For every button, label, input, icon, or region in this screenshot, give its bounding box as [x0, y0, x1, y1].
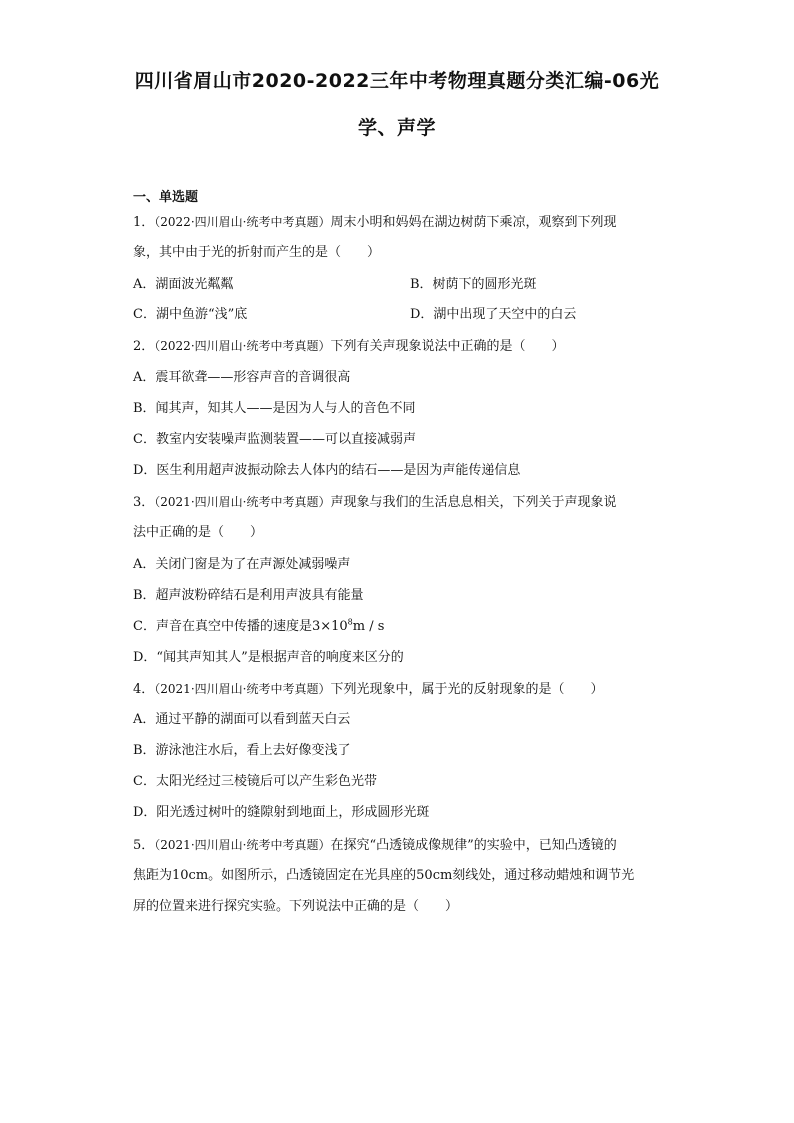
question-number: 3．	[133, 495, 155, 510]
question-3-stem-cont: 法中正确的是（ ）	[133, 525, 264, 540]
question-source: （2021·四川眉山·统考中考真题）	[154, 682, 331, 696]
question-text: 下列光现象中，属于光的反射现象的是（ ）	[330, 682, 604, 697]
question-source: （2021·四川眉山·统考中考真题）	[154, 838, 331, 852]
question-source: （2021·四川眉山·统考中考真题）	[154, 495, 331, 509]
document-title-line2: 学、声学	[357, 117, 436, 139]
question-1-stem	[133, 213, 663, 232]
question-5-stem-cont-2: 屏的位置来进行探究实验。下列说法中正确的是（ ）	[133, 899, 459, 914]
question-3-option-c	[133, 618, 663, 636]
question-source: （2022·四川眉山·统考中考真题）	[154, 215, 331, 229]
question-4-option-c: C．太阳光经过三棱镜后可以产生彩色光带	[133, 774, 377, 789]
question-text: 声现象与我们的生活息息相关，下列关于声现象说	[330, 495, 617, 510]
exponent: 8	[347, 617, 353, 627]
question-5-stem	[133, 836, 663, 855]
question-4-option-d: D．阳光透过树叶的缝隙射到地面上，形成圆形光斑	[133, 805, 430, 820]
question-1-option-a: A．湖面波光粼粼	[133, 277, 234, 292]
question-3-stem	[133, 493, 663, 512]
question-number: 5．	[133, 838, 155, 853]
question-2-option-c: C．教室内安装噪声监测装置——可以直接减弱声	[133, 432, 416, 447]
question-number: 1．	[133, 215, 155, 230]
question-source: （2022·四川眉山·统考中考真题）	[154, 339, 331, 353]
question-1-option-b: B．树荫下的圆形光斑	[410, 277, 537, 292]
question-5-stem-cont: 焦距为10cm。如图所示，凸透镜固定在光具座的50cm刻线处，通过移动蜡烛和调节光	[133, 868, 635, 883]
question-text: 周末小明和妈妈在湖边树荫下乘凉，观察到下列现	[330, 215, 617, 230]
section-heading: 一、单选题	[133, 190, 199, 205]
document-title-line1: 四川省眉山市2020-2022三年中考物理真题分类汇编-06光	[134, 70, 660, 92]
question-number: 2．	[133, 339, 155, 354]
question-4-stem	[133, 680, 663, 699]
question-3-option-b: B．超声波粉碎结石是利用声波具有能量	[133, 588, 364, 603]
question-text: 下列有关声现象说法中正确的是（ ）	[330, 339, 565, 354]
question-2-option-a: A．震耳欲聋——形容声音的音调很高	[133, 370, 351, 385]
question-3-option-a: A．关闭门窗是为了在声源处减弱噪声	[133, 557, 351, 572]
unit: m / s	[352, 619, 385, 634]
option-text: C．声音在真空中传播的速度是3×10	[133, 619, 348, 634]
question-text: 在探究“凸透镜成像规律”的实验中，已知凸透镜的	[330, 838, 617, 853]
question-2-stem	[133, 337, 663, 356]
question-2-option-b: B．闻其声，知其人——是因为人与人的音色不同	[133, 401, 416, 416]
question-2-option-d: D．医生利用超声波振动除去人体内的结石——是因为声能传递信息	[133, 463, 521, 478]
question-4-option-b: B．游泳池注水后，看上去好像变浅了	[133, 743, 351, 758]
question-number: 4．	[133, 682, 155, 697]
question-1-option-d: D．湖中出现了天空中的白云	[410, 307, 577, 322]
question-1-stem-cont: 象，其中由于光的折射而产生的是（ ）	[133, 245, 381, 260]
question-1-option-c: C．湖中鱼游“浅”底	[133, 307, 248, 322]
question-4-option-a: A．通过平静的湖面可以看到蓝天白云	[133, 712, 351, 727]
question-3-option-d: D．“闻其声知其人”是根据声音的响度来区分的	[133, 650, 404, 665]
